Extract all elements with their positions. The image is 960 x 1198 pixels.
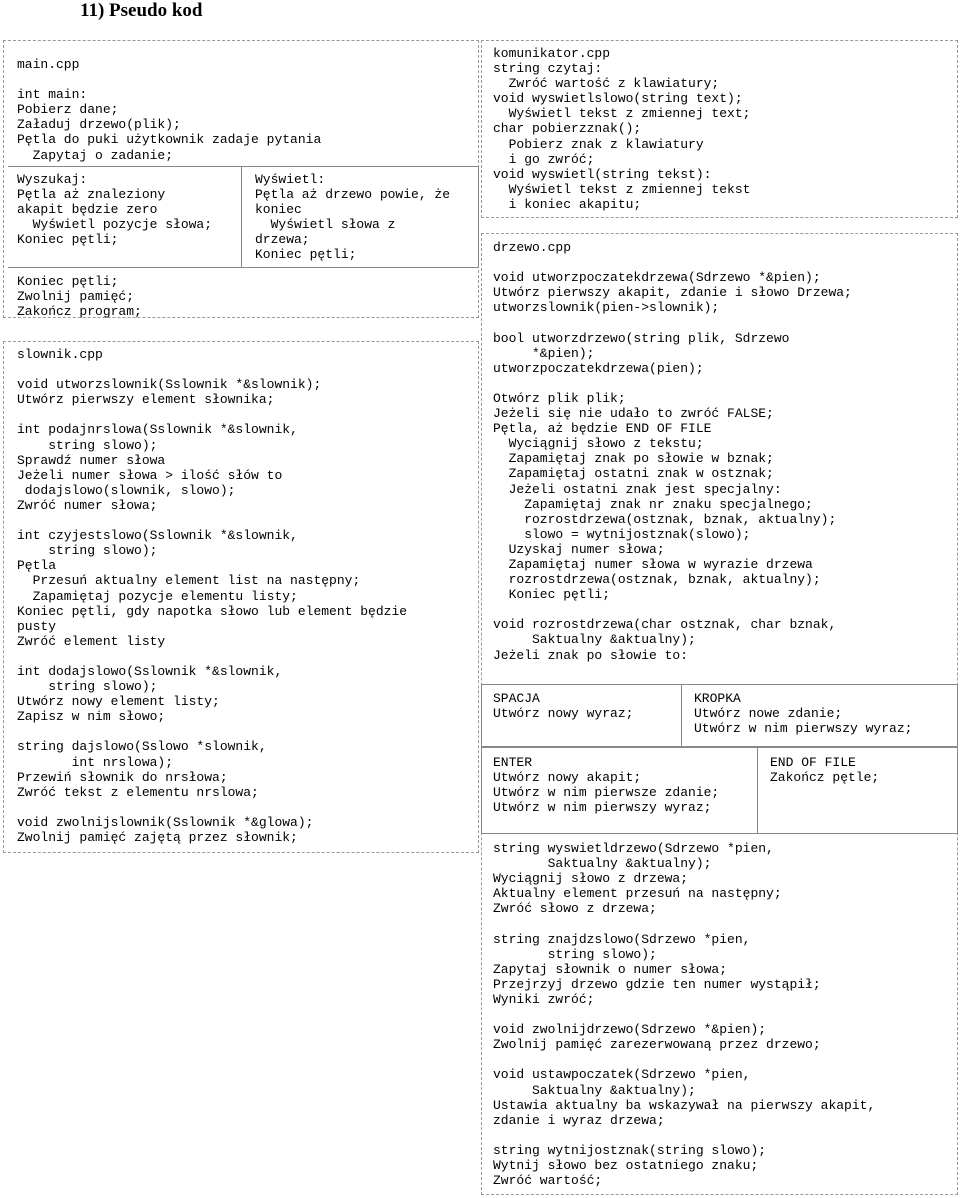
case-eof: END OF FILE Zakończ pętle; xyxy=(770,755,880,786)
section-heading: 11) Pseudo kod xyxy=(80,0,203,21)
main-cpp-end: Koniec pętli; Zwolnij pamięć; Zakończ program; xyxy=(17,274,142,320)
wyswietl-block: Wyświetl: Pętla aż drzewo powie, że koniec Wyświetl słowa z drzewa; Koniec pętli; xyxy=(255,172,451,263)
case-spacja: SPACJA Utwórz nowy wyraz; xyxy=(493,691,634,722)
komunikator-cpp-code: komunikator.cpp string czytaj: Zwróć wartość z klawiatury; void wyswietlslowo(string text); Wyświetl tekst z zmiennej text; char pobierzznak(); Pobierz znak z klawiatury i go zwróć; void wyswietl(string tekst): Wyświetl tekst z zmiennej tekst i koniec akapitu; xyxy=(493,46,751,212)
wyszukaj-block: Wyszukaj: Pętla aż znaleziony akapit będzie zero Wyświetl pozycje słowa; Koniec pętli; xyxy=(17,172,213,248)
case-kropka: KROPKA Utwórz nowe zdanie; Utwórz w nim pierwszy wyraz; xyxy=(694,691,913,737)
slownik-cpp-code: slownik.cpp void utworzslownik(Sslownik *&slownik); Utwórz pierwszy element słownika; int podajnrslowa(Sslownik *&slownik, string slowo); Sprawdź numer słowa Jeżeli numer słowa > ilość słów to dodajslowo(slownik, slowo); Zwróć numer słowa; int czyjestslowo(Sslownik *&slownik, string slowo); Pętla Przesuń aktualny element list na następny; Zapamiętaj pozycje elementu listy; Koniec pętli, gdy napotka słowo lub element będzie pusty Zwróć element listy int dodajslowo(Sslownik *&slownik, string slowo); Utwórz nowy element listy; Zapisz w nim słowo; string dajslowo(Sslowo *slownik, int nrslowa); Przewiń słownik do nrsłowa; Zwróć tekst z elementu nrslowa; void zwolnijslownik(Sslownik *&glowa); Zwolnij pamięć zajętą przez słownik; xyxy=(17,347,408,845)
drzewo-cpp-functions: string wyswietldrzewo(Sdrzewo *pien, Saktualny &aktualny); Wyciągnij słowo z drzewa; Aktualny element przesuń na następny; Zwróć słowo z drzewa; string znajdzslowo(Sdrzewo *pien, string slowo); Zapytaj słownik o numer słowa; Przejrzyj drzewo gdzie ten numer wystąpił; Wyniki zwróć; void zwolnijdrzewo(Sdrzewo *&pien); Zwolnij pamięć zarezerwowaną przez drzewo; void ustawpoczatek(Sdrzewo *pien, Saktualny &aktualny); Ustawia aktualny ba wskazywał na pierwszy akapit, zdanie i wyraz drzewa; string wytnijostznak(string slowo); Wytnij słowo bez ostatniego znaku; Zwróć wartość; xyxy=(493,841,876,1189)
main-cpp-inner-divider xyxy=(241,166,242,268)
drzewo-cpp-code: drzewo.cpp void utworzpoczatekdrzewa(Sdrzewo *&pien); Utwórz pierwszy akapit, zdanie i słowo Drzewa; utworzslownik(pien->slownik); bool utworzdrzewo(string plik, Sdrzewo *&pien); utworzpoczatekdrzewa(pien); Otwórz plik plik; Jeżeli się nie udało to zwróć FALSE; Pętla, aż będzie END OF FILE Wyciągnij słowo z tekstu; Zapamiętaj znak po słowie w bznak; Zapamiętaj ostatni znak w ostznak; Jeżeli ostatni znak jest specjalny: Zapamiętaj znak nr znaku specjalnego; rozrostdrzewa(ostznak, bznak, aktualny); slowo = wytnijostznak(slowo); Uzyskaj numer słowa; Zapamiętaj numer słowa w wyrazie drzewa rozrostdrzewa(ostznak, bznak, aktualny); Koniec pętli; void rozrostdrzewa(char ostznak, char bznak, Saktualny &aktualny); Jeżeli znak po słowie to: xyxy=(493,240,852,663)
main-cpp-code: main.cpp int main: Pobierz dane; Załaduj drzewo(plik); Pętla do puki użytkownik zadaje pytania Zapytaj o zadanie; xyxy=(17,57,322,163)
case-enter: ENTER Utwórz nowy akapit; Utwórz w nim pierwsze zdanie; Utwórz w nim pierwszy wyraz; xyxy=(493,755,720,816)
